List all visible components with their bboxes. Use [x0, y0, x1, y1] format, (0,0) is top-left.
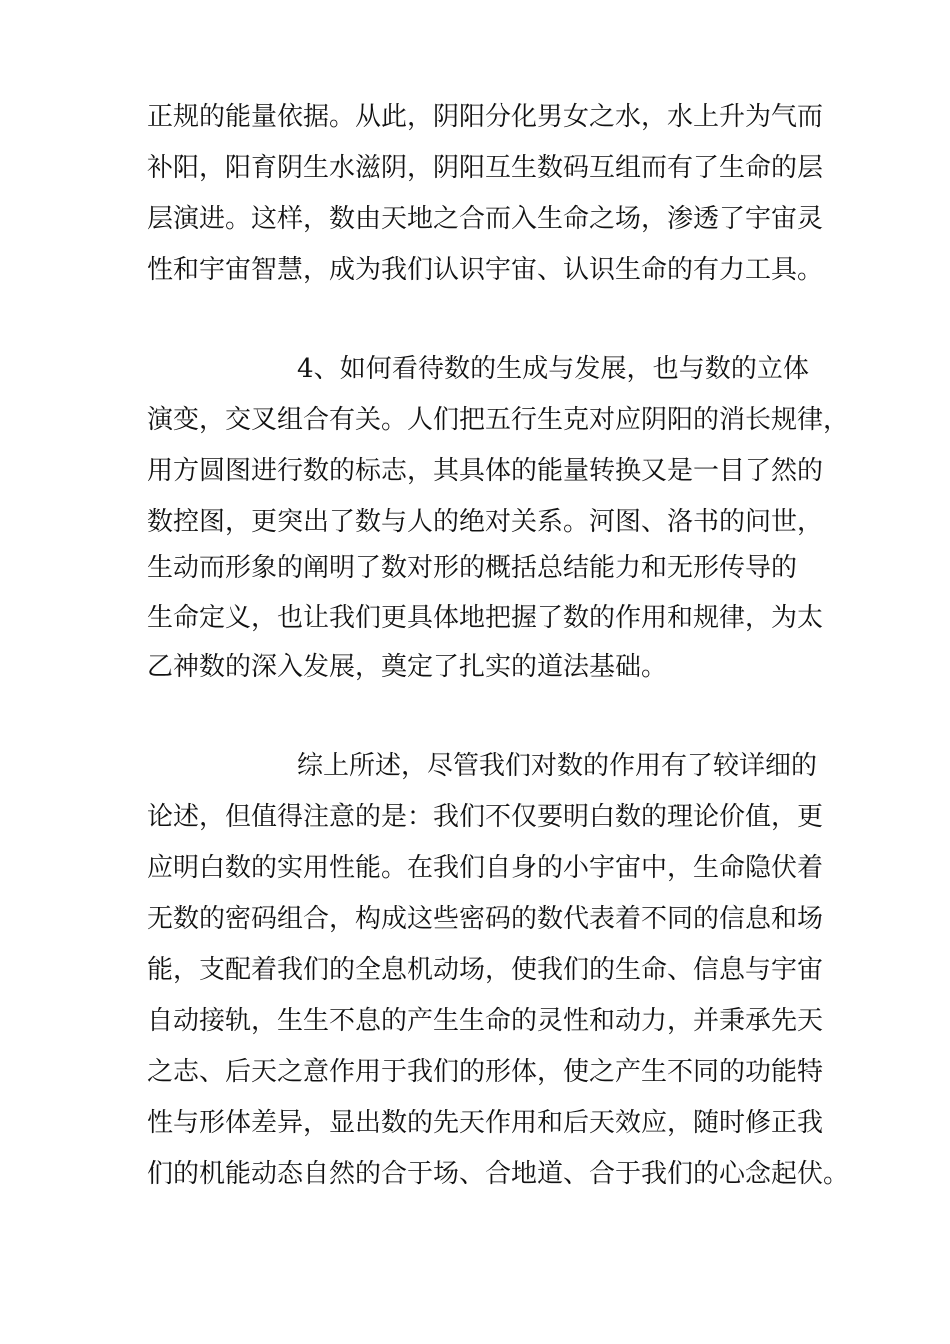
paragraph-line: 生命定义，也让我们更具体地把握了数的作用和规律，为太	[147, 603, 824, 633]
paragraph-line: 无数的密码组合，构成这些密码的数代表着不同的信息和场	[147, 904, 824, 934]
paragraph-line: 层演进。这样，数由天地之合而入生命之场，渗透了宇宙灵	[147, 204, 824, 234]
paragraph-line: 自动接轨，生生不息的产生生命的灵性和动力，并秉承先天	[147, 1006, 824, 1036]
paragraph-line: 综上所述，尽管我们对数的作用有了较详细的	[297, 751, 818, 781]
paragraph-line: 演变，交叉组合有关。人们把五行生克对应阴阳的消长规律，	[147, 405, 850, 435]
paragraph-line: 论述，但值得注意的是：我们不仅要明白数的理论价值，更	[147, 802, 824, 832]
paragraph-line: 4、如何看待数的生成与发展，也与数的立体	[297, 354, 809, 384]
paragraph-line: 性与形体差异，显出数的先天作用和后天效应，随时修正我	[147, 1108, 824, 1138]
paragraph-line: 性和宇宙智慧，成为我们认识宇宙、认识生命的有力工具。	[147, 255, 824, 285]
paragraph-line: 补阳，阳育阴生水滋阴，阴阳互生数码互组而有了生命的层	[147, 153, 824, 183]
paragraph-line: 乙神数的深入发展，奠定了扎实的道法基础。	[147, 652, 668, 682]
paragraph-line: 之志、后天之意作用于我们的形体，使之产生不同的功能特	[147, 1057, 824, 1087]
paragraph-line: 正规的能量依据。从此，阴阳分化男女之水，水上升为气而	[147, 102, 824, 132]
paragraph-line: 用方圆图进行数的标志，其具体的能量转换又是一目了然的	[147, 456, 824, 486]
paragraph-line: 们的机能动态自然的合于场、合地道、合于我们的心念起伏。	[147, 1159, 850, 1189]
paragraph-line: 应明白数的实用性能。在我们自身的小宇宙中，生命隐伏着	[147, 853, 824, 883]
paragraph-line: 数控图，更突出了数与人的绝对关系。河图、洛书的问世，	[147, 507, 824, 537]
paragraph-line: 能，支配着我们的全息机动场，使我们的生命、信息与宇宙	[147, 955, 824, 985]
paragraph-line: 生动而形象的阐明了数对形的概括总结能力和无形传导的	[147, 553, 798, 583]
